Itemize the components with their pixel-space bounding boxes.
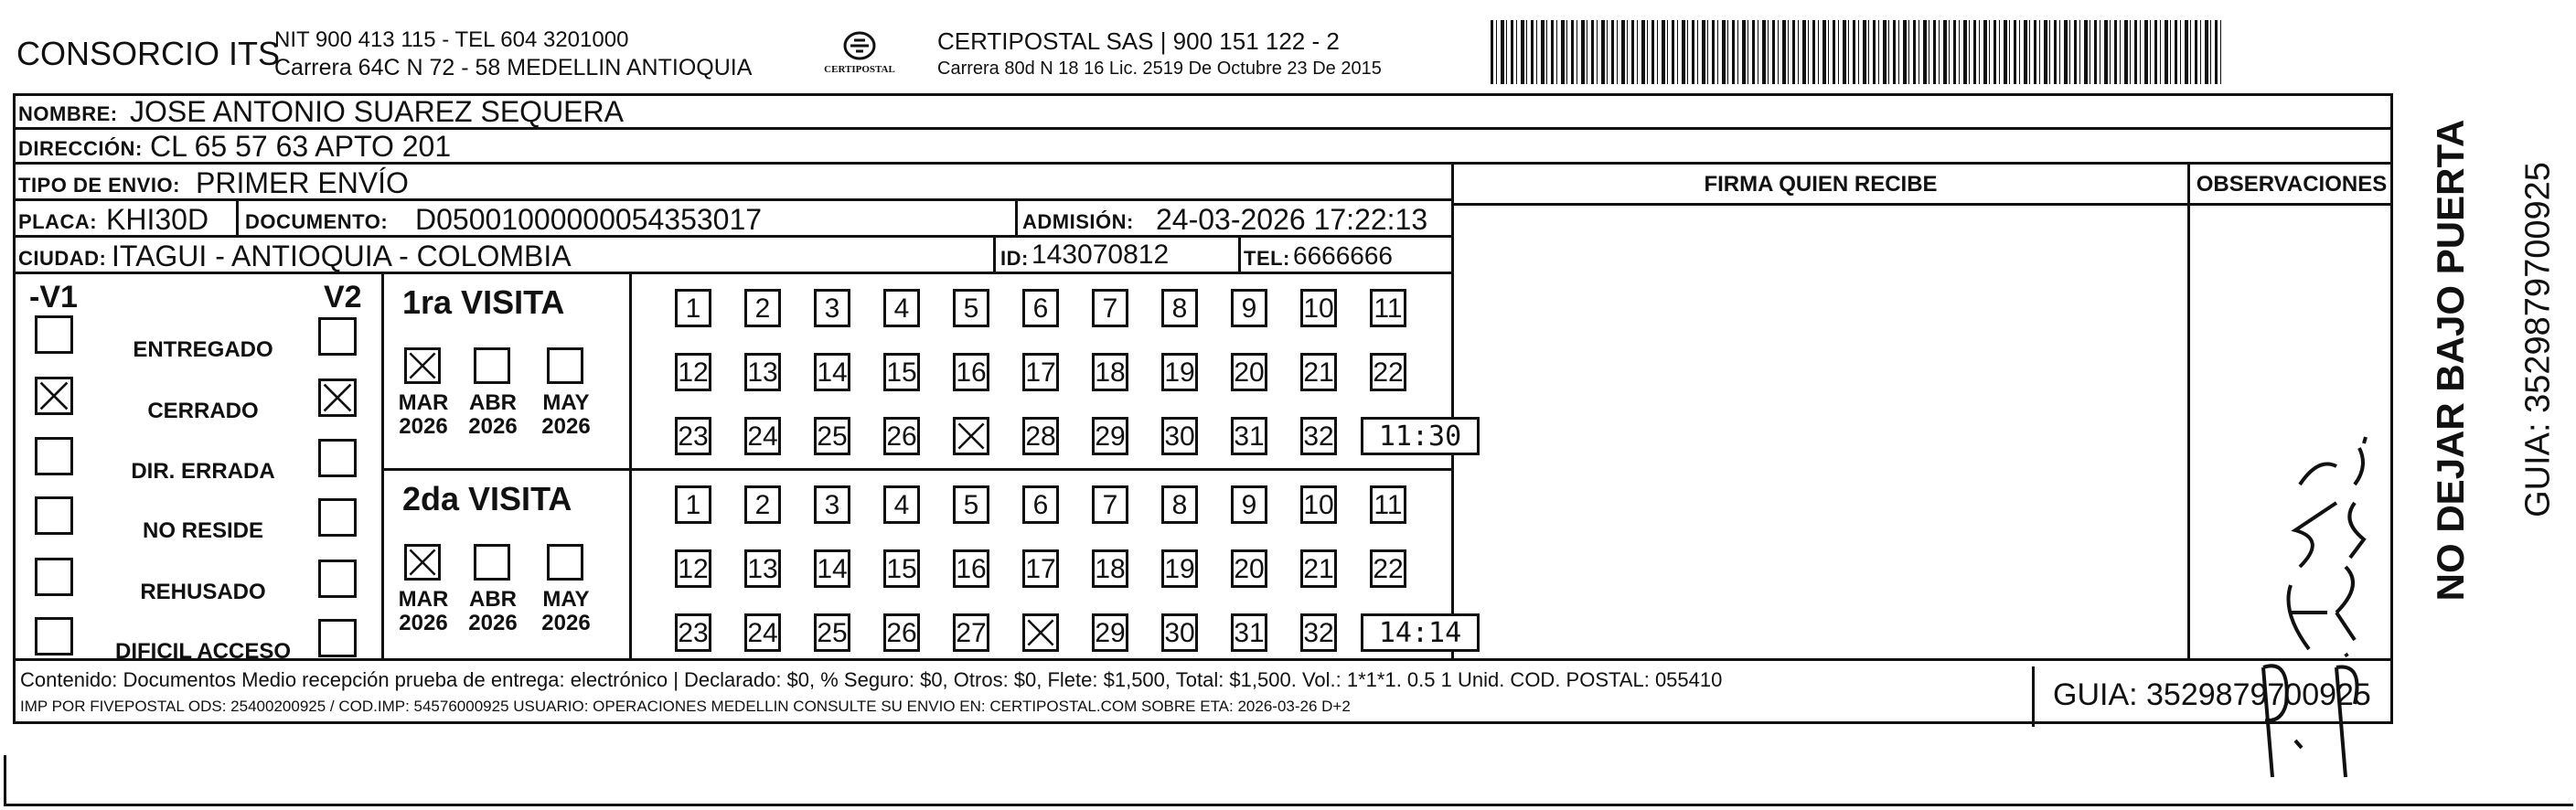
certipostal-logo <box>814 27 905 82</box>
visit1-day-4[interactable]: 4 <box>883 289 920 327</box>
visit2-month-label <box>461 588 525 635</box>
visit2-time-box[interactable]: 14:14 <box>1361 613 1480 652</box>
visit2-day-8[interactable]: 8 <box>1161 485 1198 524</box>
visit1-divider <box>629 274 632 471</box>
observaciones-column <box>2190 165 2393 658</box>
visit1-day-22[interactable]: 22 <box>1370 353 1406 391</box>
footer-imp: IMP POR FIVEPOSTAL ODS: 25400200925 / COD.IMP: 54576000925 USUARIO: OPERACIONES MEDELLIN CONSULTE SU ENVIO EN: CERTIPOSTAL.COM SOBRE ETA: 2026-03-26 D+2 <box>20 698 1351 715</box>
status-label: DIR. ERRADA <box>131 459 275 484</box>
company-nit: NIT 900 413 115 - TEL 604 3201000 <box>274 27 629 52</box>
ciudad-value: ITAGUI - ANTIOQUIA - COLOMBIA <box>112 240 572 272</box>
footer-guia: GUIA: 3529879700925 <box>2053 677 2371 712</box>
visit1-day-27[interactable] <box>953 417 989 455</box>
visit2-day-23[interactable]: 23 <box>675 613 711 652</box>
row-direccion <box>13 130 2393 165</box>
visit2-day-17[interactable]: 17 <box>1022 549 1059 588</box>
v1-header: -V1 <box>29 280 78 314</box>
visit2-day-31[interactable]: 31 <box>1231 613 1267 652</box>
visit1-day-1[interactable]: 1 <box>675 289 711 327</box>
visit1-day-31[interactable]: 31 <box>1231 417 1267 455</box>
status-label: NO RESIDE <box>142 518 264 543</box>
id-value: 143070812 <box>1031 240 1170 270</box>
visit1-day-2[interactable]: 2 <box>744 289 781 327</box>
ciudad-label: CIUDAD: <box>18 247 107 270</box>
v1-checkbox[interactable] <box>35 496 73 535</box>
visit2-day-12[interactable]: 12 <box>675 549 711 588</box>
direccion-label: DIRECCIÓN: <box>18 137 143 160</box>
visit2-day-15[interactable]: 15 <box>883 549 920 588</box>
v2-checkbox[interactable] <box>318 619 357 657</box>
visit2-day-3[interactable]: 3 <box>814 485 850 524</box>
visit1-day-24[interactable]: 24 <box>744 417 781 455</box>
visit2-day-10[interactable]: 10 <box>1300 485 1337 524</box>
month-name: ABR <box>469 390 517 415</box>
visit1-month-checkbox-abr[interactable] <box>474 347 510 384</box>
footer-contenido: Contenido: Documentos Medio recepción prueba de entrega: electrónico | Declarado: $0, % Seguro: $0, Otros: $0, Flete: $1,500, Total: $1,500. Vol.: 1*1*1. 0.5 1 Unid. COD. POSTAL: 055410 <box>20 668 1723 691</box>
visit1-day-18[interactable]: 18 <box>1092 353 1128 391</box>
visit2-day-2[interactable]: 2 <box>744 485 781 524</box>
visit2-day-26[interactable]: 26 <box>883 613 920 652</box>
visit1-day-26[interactable]: 26 <box>883 417 920 455</box>
visit1-day-9[interactable]: 9 <box>1231 289 1267 327</box>
visit1-day-14[interactable]: 14 <box>814 353 850 391</box>
month-year: 2026 <box>541 611 591 635</box>
visit2-month-label <box>534 588 598 635</box>
barcode <box>1491 20 2222 84</box>
visit2-title: 2da VISITA <box>402 480 572 517</box>
visit2-day-1[interactable]: 1 <box>675 485 711 524</box>
visit1-month-label <box>534 391 598 439</box>
visit1-day-19[interactable]: 19 <box>1161 353 1198 391</box>
visit1-day-7[interactable]: 7 <box>1092 289 1128 327</box>
placa-divider <box>236 201 239 238</box>
visit1-day-13[interactable]: 13 <box>744 353 781 391</box>
month-name: MAY <box>542 587 590 612</box>
visit2-day-25[interactable]: 25 <box>814 613 850 652</box>
v2-header: V2 <box>324 280 362 314</box>
visit1-day-16[interactable]: 16 <box>953 353 989 391</box>
visit2-day-16[interactable]: 16 <box>953 549 989 588</box>
visit1-day-5[interactable]: 5 <box>953 289 989 327</box>
visit2-divider <box>629 471 632 658</box>
firma-column <box>1451 165 2190 658</box>
v1-checkbox[interactable] <box>35 437 73 475</box>
id-label: ID: <box>1000 247 1029 270</box>
tipo-value: PRIMER ENVÍO <box>196 166 409 199</box>
status-label: REHUSADO <box>140 580 266 604</box>
firma-header: FIRMA QUIEN RECIBE <box>1454 172 2187 206</box>
v1-checkbox[interactable] <box>35 558 73 596</box>
direccion-value: CL 65 57 63 APTO 201 <box>150 130 452 163</box>
visit2-day-24[interactable]: 24 <box>744 613 781 652</box>
v2-checkbox[interactable] <box>318 439 357 477</box>
visit2-day-5[interactable]: 5 <box>953 485 989 524</box>
visit2-day-7[interactable]: 7 <box>1092 485 1128 524</box>
visit1-day-10[interactable]: 10 <box>1300 289 1337 327</box>
visit2-day-11[interactable]: 11 <box>1370 485 1406 524</box>
tipo-label: TIPO DE ENVIO: <box>18 174 180 197</box>
visit1-day-25[interactable]: 25 <box>814 417 850 455</box>
visit2-day-19[interactable]: 19 <box>1161 549 1198 588</box>
row-ciudad <box>13 238 1454 274</box>
id-divider <box>993 238 996 274</box>
month-year: 2026 <box>468 414 518 439</box>
company-address: Carrera 64C N 72 - 58 MEDELLIN ANTIOQUIA <box>274 55 753 80</box>
admision-value: 24-03-2026 17:22:13 <box>1156 203 1428 236</box>
v2-checkbox[interactable] <box>318 317 357 356</box>
month-year: 2026 <box>468 611 518 635</box>
tel-divider <box>1238 238 1241 274</box>
tel-label: TEL: <box>1244 247 1290 270</box>
v2-checkbox[interactable] <box>318 378 357 417</box>
placa-label: PLACA: <box>18 210 98 233</box>
visit2-day-20[interactable]: 20 <box>1231 549 1267 588</box>
visit2-day-9[interactable]: 9 <box>1231 485 1267 524</box>
visit1-day-3[interactable]: 3 <box>814 289 850 327</box>
visit1-day-30[interactable]: 30 <box>1161 417 1198 455</box>
month-name: MAR <box>398 587 449 612</box>
month-name: MAR <box>398 390 449 415</box>
status-label: ENTREGADO <box>133 337 273 362</box>
visit2-day-18[interactable]: 18 <box>1092 549 1128 588</box>
visit2-day-28[interactable] <box>1022 613 1059 652</box>
admision-label: ADMISIÓN: <box>1022 210 1134 233</box>
row-placa <box>13 201 1454 238</box>
visit2-day-30[interactable]: 30 <box>1161 613 1198 652</box>
visit2-day-32[interactable]: 32 <box>1300 613 1337 652</box>
logo-text: CERTIPOSTAL <box>824 64 895 75</box>
documento-value: D05001000000054353017 <box>415 203 763 236</box>
v2-checkbox[interactable] <box>318 498 357 537</box>
visit2-day-4[interactable]: 4 <box>883 485 920 524</box>
visit1-day-23[interactable]: 23 <box>675 417 711 455</box>
visit1-time-box[interactable]: 11:30 <box>1361 417 1480 455</box>
carrier-address: Carrera 80d N 18 16 Lic. 2519 De Octubre 23 De 2015 <box>937 59 1382 79</box>
visit2-day-27[interactable]: 27 <box>953 613 989 652</box>
placa-value: KHI30D <box>106 203 209 236</box>
nombre-label: NOMBRE: <box>18 102 118 125</box>
visit1-day-15[interactable]: 15 <box>883 353 920 391</box>
side-warning: NO DEJAR BAJO PUERTA <box>2429 119 2472 602</box>
visit2-day-22[interactable]: 22 <box>1370 549 1406 588</box>
visit1-day-21[interactable]: 21 <box>1300 353 1337 391</box>
v2-checkbox[interactable] <box>318 560 357 598</box>
visit1-month-label <box>461 391 525 439</box>
month-year: 2026 <box>399 611 448 635</box>
visit1-month-label <box>391 391 455 439</box>
row-tipo <box>13 165 1454 201</box>
side-text <box>2405 91 2558 640</box>
visit2-day-21[interactable]: 21 <box>1300 549 1337 588</box>
documento-label: DOCUMENTO: <box>245 210 389 233</box>
v1-checkbox[interactable] <box>35 617 73 655</box>
visit1-day-29[interactable]: 29 <box>1092 417 1128 455</box>
visit1-month-checkbox-may[interactable] <box>547 347 583 384</box>
status-label: CERRADO <box>147 399 259 423</box>
tel-value: 6666666 <box>1293 241 1394 270</box>
visit1-day-8[interactable]: 8 <box>1161 289 1198 327</box>
carrier-name: CERTIPOSTAL SAS | 900 151 122 - 2 <box>937 27 1340 55</box>
visit2-month-checkbox-abr[interactable] <box>474 544 510 581</box>
visit2-month-label <box>391 588 455 635</box>
row-nombre <box>13 93 2393 130</box>
side-guia: GUIA: 3529879700925 <box>2518 162 2558 517</box>
admision-divider <box>1015 201 1018 238</box>
visit1-day-20[interactable]: 20 <box>1231 353 1267 391</box>
visit2-day-14[interactable]: 14 <box>814 549 850 588</box>
month-name: MAY <box>542 390 590 415</box>
cut-line <box>4 755 2573 806</box>
visit2-month-checkbox-may[interactable] <box>547 544 583 581</box>
handwritten-observations <box>2208 430 2373 795</box>
visit2-day-6[interactable]: 6 <box>1022 485 1059 524</box>
v1-checkbox[interactable] <box>35 377 73 415</box>
visit1-day-32[interactable]: 32 <box>1300 417 1337 455</box>
visit2-day-13[interactable]: 13 <box>744 549 781 588</box>
month-year: 2026 <box>541 414 591 439</box>
observaciones-header: OBSERVACIONES <box>2190 172 2393 206</box>
visit2-day-29[interactable]: 29 <box>1092 613 1128 652</box>
visit1-title: 1ra VISITA <box>402 283 565 321</box>
visit1-day-6[interactable]: 6 <box>1022 289 1059 327</box>
visit1-month-checkbox-mar[interactable] <box>404 347 441 384</box>
month-name: ABR <box>469 587 517 612</box>
month-year: 2026 <box>399 414 448 439</box>
v1-checkbox[interactable] <box>35 315 73 354</box>
company-name: CONSORCIO ITS <box>16 35 281 72</box>
visit2-month-checkbox-mar[interactable] <box>404 544 441 581</box>
visit1-day-17[interactable]: 17 <box>1022 353 1059 391</box>
status-label: DIFICIL ACCESO <box>114 639 291 664</box>
footer-guia-box <box>2032 666 2393 727</box>
visit1-day-28[interactable]: 28 <box>1022 417 1059 455</box>
footer-row <box>13 658 2393 724</box>
nombre-value: JOSE ANTONIO SUAREZ SEQUERA <box>130 95 624 128</box>
visit1-day-11[interactable]: 11 <box>1370 289 1406 327</box>
visit1-day-12[interactable]: 12 <box>675 353 711 391</box>
